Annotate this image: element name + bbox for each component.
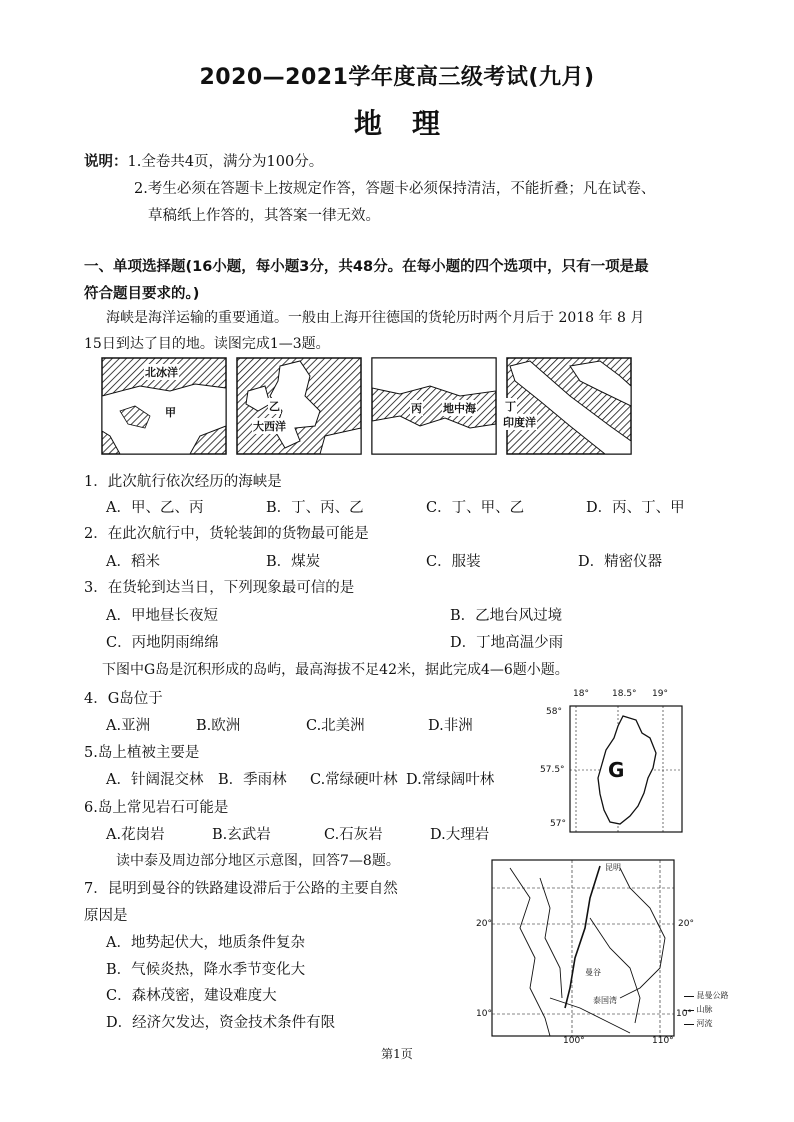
subject-title: 地理 — [353, 107, 470, 140]
legend-road-label: 昆曼公路 — [696, 991, 729, 1000]
region-lat-20-right: 20° — [678, 919, 694, 929]
region-lon-110: 110° — [652, 1036, 674, 1046]
strait-map-4 — [507, 358, 631, 454]
q2-option-b: B．煤炭 — [266, 554, 321, 570]
q4-option-b: B.欧洲 — [196, 718, 241, 734]
q2-option-c: C．服装 — [426, 554, 481, 570]
q1-option-a: A．甲、乙、丙 — [106, 500, 204, 516]
q6-option-d: D.大理岩 — [430, 827, 490, 843]
strait-map-2 — [237, 358, 361, 454]
q4-option-a: A.亚洲 — [106, 718, 151, 734]
q6-option-b: B.玄武岩 — [212, 827, 271, 843]
question-2-stem: 2．在此次航行中，货轮装卸的货物最可能是 — [84, 526, 369, 542]
question-5-stem: 5.岛上植被主要是 — [84, 745, 200, 761]
section1-heading-1: 一、单项选择题(16小题，每小题3分，共48分。在每小题的四个选项中，只有一项是最 — [84, 259, 649, 275]
q3-option-a: A．甲地昼长夜短 — [106, 608, 218, 624]
q5-option-b: B．季雨林 — [218, 772, 287, 788]
legend-river-symbol — [684, 1024, 694, 1025]
q3-option-d: D．丁地高温少雨 — [450, 635, 564, 651]
map1-label-arctic: 北冰洋 — [145, 366, 178, 379]
passage1-line2: 15日到达了目的地。读图完成1—3题。 — [84, 336, 330, 352]
region-lat-20-left: 20° — [476, 919, 492, 929]
legend-river — [684, 1018, 744, 1029]
q1-option-b: B．丁、丙、乙 — [266, 500, 364, 516]
region-map — [490, 858, 676, 1040]
map2-label-yi: 乙 — [269, 400, 280, 413]
q5-option-d: D.常绿阔叶林 — [406, 772, 495, 788]
instructions-line3: 草稿纸上作答的，其答案一律无效。 — [148, 208, 380, 224]
q4-option-c: C.北美洲 — [306, 718, 365, 734]
region-city-kunming: 昆明 — [605, 863, 621, 872]
island-lat-57: 57° — [550, 819, 566, 829]
question-7-stem-1: 7．昆明到曼谷的铁路建设滞后于公路的主要自然 — [84, 881, 398, 897]
island-lat-58: 58° — [546, 707, 562, 717]
exam-title: 2020—2021学年度高三级考试(九月) — [199, 65, 595, 90]
question-1-stem: 1．此次航行依次经历的海峡是 — [84, 474, 282, 490]
map4-label-ding: 丁 — [505, 400, 516, 413]
q5-option-c: C.常绿硬叶林 — [310, 772, 398, 788]
legend-mountain-label: 山脉 — [696, 1005, 713, 1014]
region-city-bangkok: 曼谷 — [585, 968, 601, 977]
legend-road — [684, 990, 744, 1001]
legend-river-label: 河流 — [696, 1019, 713, 1028]
region-lat-10-right: 10° — [676, 1009, 692, 1019]
q1-option-d: D．丙、丁、甲 — [586, 500, 685, 516]
island-map — [568, 698, 686, 836]
passage1-line1: 海峡是海洋运输的重要通道。一般由上海开往德国的货轮历时两个月后于 2018 年 8 月 — [106, 310, 645, 326]
island-lon-18-5: 18.5° — [612, 689, 637, 699]
passage2: 下图中G岛是沉积形成的岛屿，最高海拔不足42米，据此完成4—6题小题。 — [102, 662, 569, 678]
q7-option-d: D．经济欠发达，资金技术条件有限 — [106, 1015, 336, 1031]
question-4-stem: 4．G岛位于 — [84, 691, 163, 707]
instructions-line2: 2.考生必须在答题卡上按规定作答，答题卡必须保持清洁，不能折叠；凡在试卷、 — [134, 181, 656, 197]
passage3: 读中泰及周边部分地区示意图，回答7—8题。 — [116, 853, 400, 869]
region-legend — [684, 990, 744, 1029]
island-lon-19: 19° — [652, 689, 668, 699]
map2-label-atlantic: 大西洋 — [253, 420, 286, 433]
q2-option-a: A．稻米 — [106, 554, 160, 570]
region-gulf: 泰国湾 — [593, 996, 617, 1005]
q3-option-b: B．乙地台风过境 — [450, 608, 563, 624]
q2-option-d: D．精密仪器 — [578, 554, 663, 570]
instructions-label: 说明： — [84, 154, 128, 170]
instructions-text1: 1.全卷共4页，满分为100分。 — [127, 154, 324, 170]
legend-mountain — [684, 1004, 744, 1015]
region-lon-100: 100° — [563, 1036, 585, 1046]
q1-option-c: C．丁、甲、乙 — [426, 500, 525, 516]
q5-option-a: A．针阔混交林 — [106, 772, 204, 788]
legend-mountain-symbol — [684, 1010, 694, 1011]
map4-label-indian: 印度洋 — [503, 416, 536, 429]
island-lat-57-5: 57.5° — [540, 765, 565, 775]
legend-road-symbol — [684, 996, 694, 997]
island-label-g: G — [608, 758, 625, 782]
region-lat-10-left: 10° — [476, 1009, 492, 1019]
map1-label-jia: 甲 — [165, 406, 176, 419]
question-6-stem: 6.岛上常见岩石可能是 — [84, 800, 229, 816]
question-7-stem-2: 原因是 — [84, 908, 128, 924]
map3-label-bing: 丙 — [411, 402, 422, 415]
q6-option-c: C.石灰岩 — [324, 827, 383, 843]
q7-option-a: A．地势起伏大，地质条件复杂 — [106, 935, 305, 951]
question-3-stem: 3．在货轮到达当日，下列现象最可信的是 — [84, 580, 355, 596]
map3-label-med: 地中海 — [443, 402, 476, 415]
q4-option-d: D.非洲 — [428, 718, 473, 734]
q7-option-b: B．气候炎热，降水季节变化大 — [106, 962, 306, 978]
q7-option-c: C．森林茂密，建设难度大 — [106, 988, 277, 1004]
instructions-line1 — [84, 150, 323, 171]
strait-maps — [100, 356, 690, 458]
page-number: 第1页 — [381, 1047, 413, 1061]
q6-option-a: A.花岗岩 — [106, 827, 165, 843]
section1-heading-2: 符合题目要求的。) — [84, 286, 200, 302]
strait-map-3 — [372, 358, 496, 454]
q3-option-c: C．丙地阴雨绵绵 — [106, 635, 219, 651]
island-lon-18: 18° — [573, 689, 589, 699]
